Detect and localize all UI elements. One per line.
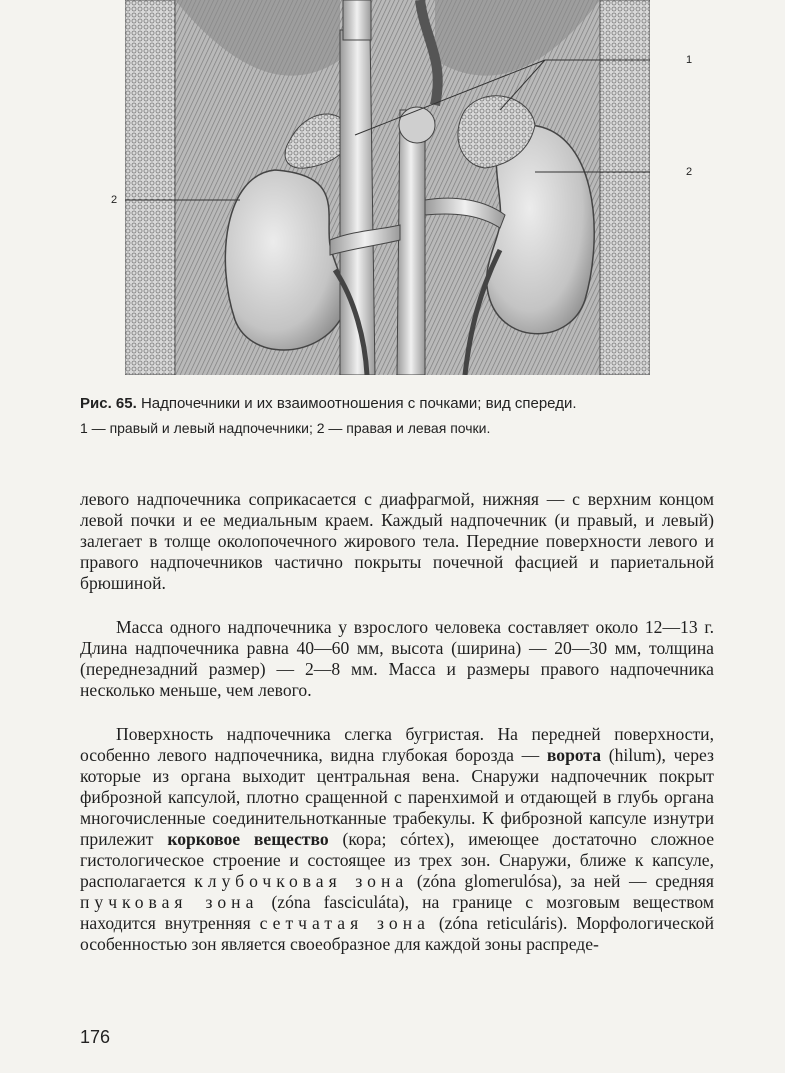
paragraph-2: Масса одного надпочечника у взрослого человека составляет около 12—13 г. Длина надпочечника равна 40—60 мм, высота (ширина) — 20—30 мм, толщина (переднезадний размер) — 2—8 мм. Масса и размеры правого надпочечника несколько меньше, чем левого. bbox=[80, 617, 714, 700]
callout-2-right: 2 bbox=[686, 166, 693, 178]
figure-title: Надпочечники и их взаимоотношения с почками; вид спереди. bbox=[140, 395, 577, 412]
term-zona-glomerulosa: клубочковая зона bbox=[194, 871, 409, 891]
paragraph-3 bbox=[80, 724, 714, 955]
p3-text-e: (кора; córtex), имеющее достаточно сложное гистологическое строение и состоящее из трех зон. Снаружи, ближе к капсуле, располагается bbox=[80, 829, 714, 891]
figure-caption bbox=[80, 392, 730, 440]
p3-text-g: (zóna glomerulósa), за ней — средняя bbox=[408, 871, 714, 891]
term-vorota: ворота bbox=[546, 745, 602, 765]
p3-text-k: (zóna reticuláris). Морфологической особенностью зон является своеобразное для каждой зоны распреде- bbox=[80, 913, 715, 954]
callout-2-left: 2 bbox=[111, 194, 118, 206]
p3-text-c: (hilum), через которые из органа выходит центральная вена. Снаружи надпочечник покрыт фиброзной капсулой, плотно сращенной с паренхимой и отдающей в глубь органа многочисленные соединительнотканные трабекулы. К фиброзной капсуле изнутри прилежит bbox=[80, 745, 714, 849]
anatomy-illustration bbox=[125, 0, 650, 375]
p3-text-a: Поверхность надпочечника слегка бугристая. На передней поверхности, особенно левого надпочечника, видна глубокая борозда — bbox=[80, 724, 714, 765]
page-number: 176 bbox=[80, 1027, 111, 1047]
paragraph-1: левого надпочечника соприкасается с диафрагмой, нижняя — с верхним концом левой почки и ее медиальным краем. Каждый надпочечник (и правый, и левый) залегает в толще околопочечного жирового тела. Передние поверхности левого и правого надпочечников частично покрыты почечной фасцией и париетальной брюшиной. bbox=[80, 489, 714, 593]
term-zona-fasciculata: пучковая зона bbox=[80, 892, 259, 912]
figure-legend: 1 — правый и левый надпочечники; 2 — правая и левая почки. bbox=[80, 420, 491, 436]
term-zona-reticularis: сетчатая зона bbox=[259, 913, 430, 933]
figure-label: Рис. 65. bbox=[80, 395, 137, 412]
callout-1: 1 bbox=[686, 54, 693, 66]
p3-text-i: (zóna fasciculáta), на границе с мозговым веществом находится внутренняя bbox=[80, 892, 714, 933]
term-cortex: корковое вещество bbox=[167, 829, 329, 849]
